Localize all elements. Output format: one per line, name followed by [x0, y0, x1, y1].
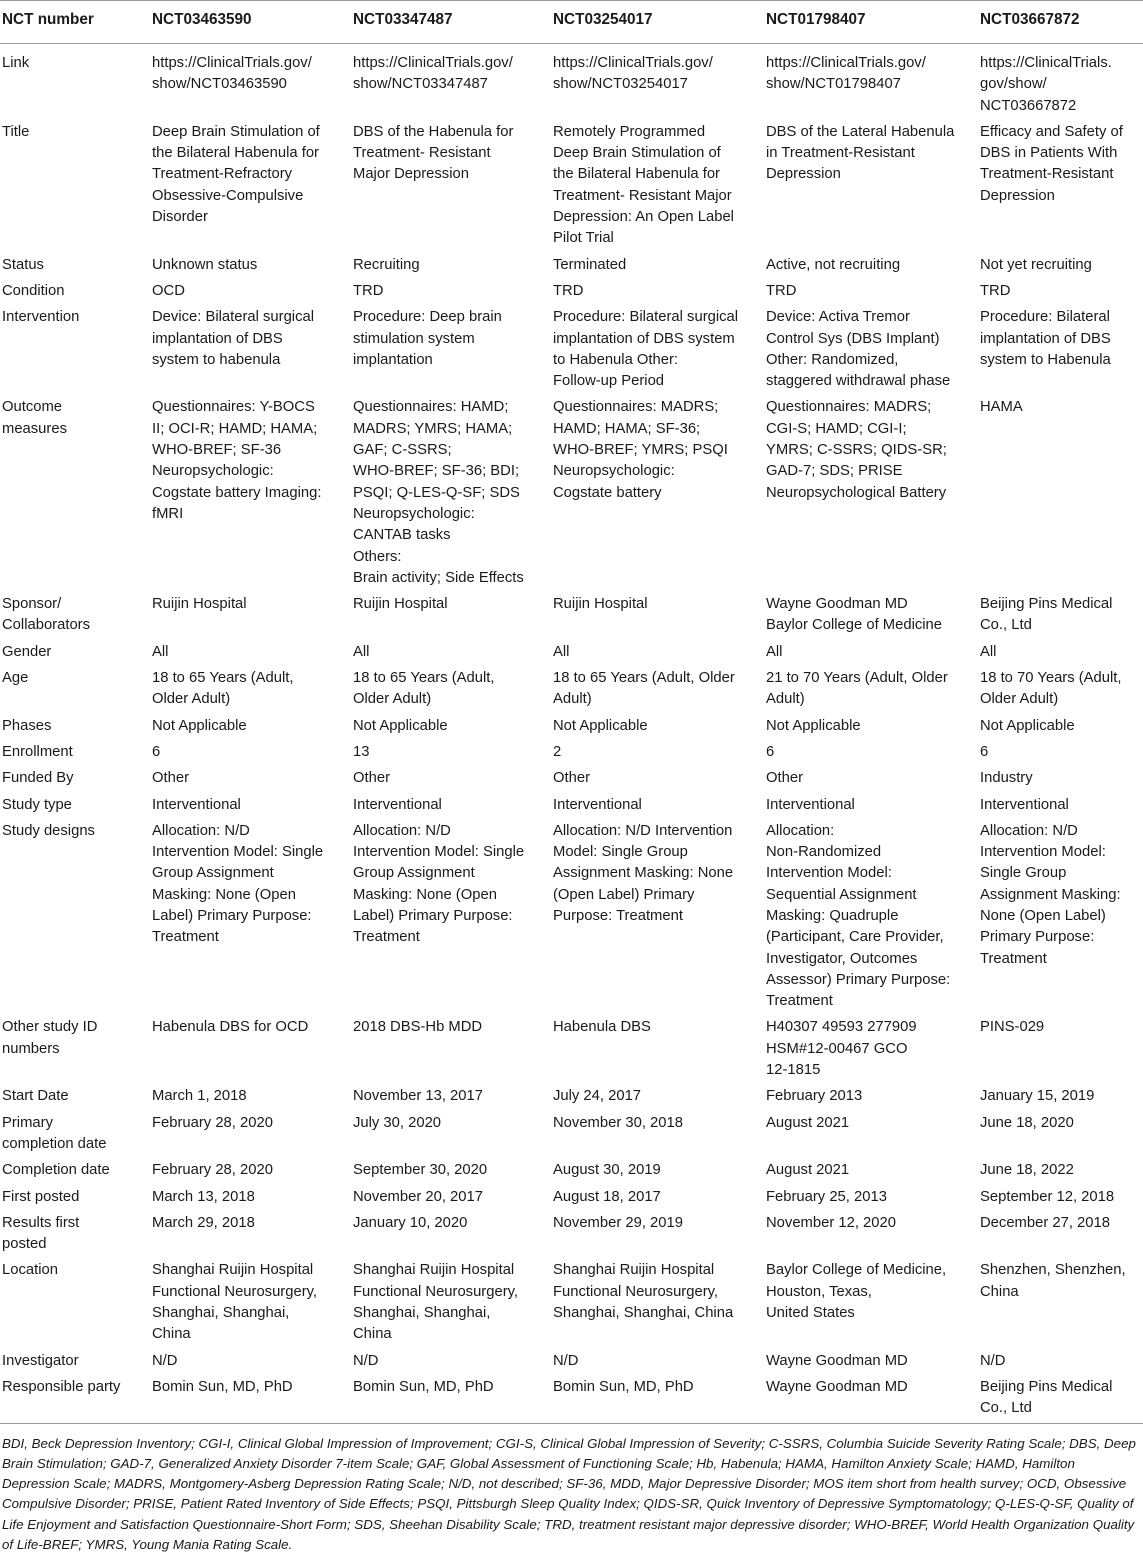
table-cell: N/D — [353, 1352, 379, 1369]
row-label: Study type — [2, 796, 72, 813]
table-cell: DBS of the Habenula for Treatment- Resistant Major Depression — [353, 123, 514, 183]
table-cell: Beijing Pins Medical Co., Ltd — [980, 596, 1113, 634]
table-cell: June 18, 2022 — [980, 1162, 1074, 1179]
row-label: Intervention — [2, 309, 80, 326]
table-cell: PINS-029 — [980, 1019, 1045, 1036]
table-row — [0, 592, 1143, 640]
table-cell: Industry — [980, 770, 1033, 787]
table-cell: December 27, 2018 — [980, 1214, 1110, 1231]
table-cell: Not yet recruiting — [980, 256, 1092, 273]
table-cell: November 13, 2017 — [353, 1088, 483, 1105]
table-cell: November 12, 2020 — [766, 1214, 896, 1231]
table-cell: 6 — [766, 743, 775, 760]
table-cell: Questionnaires: HAMD; MADRS; YMRS; HAMA; GAF; C-SSRS; WHO-BREF; SF-36; BDI; PSQI; Q-LES-Q-SF; SDS Neuropsychologic: CANTAB tasks Others: Brain activity; Side Effects — [353, 399, 524, 586]
column-header: NCT03667872 — [978, 1, 1143, 44]
table-cell: Ruijin Hospital — [553, 596, 648, 613]
table-cell: Terminated — [553, 256, 627, 273]
table-cell: July 24, 2017 — [553, 1088, 642, 1105]
table-row — [0, 1258, 1143, 1348]
row-label: Age — [2, 670, 29, 687]
table-cell: Active, not recruiting — [766, 256, 901, 273]
table-cell: Not Applicable — [980, 717, 1075, 734]
table-row — [0, 119, 1143, 252]
table-cell: 2 — [553, 743, 562, 760]
table-cell: TRD — [980, 282, 1011, 299]
table-cell: Habenula DBS — [553, 1019, 651, 1036]
row-label: Status — [2, 256, 44, 273]
row-label: Primary completion date — [2, 1114, 107, 1152]
table-cell: January 10, 2020 — [353, 1214, 468, 1231]
table-cell: 2018 DBS-Hb MDD — [353, 1019, 483, 1036]
table-cell: DBS of the Lateral Habenula in Treatment-Resistant Depression — [766, 123, 955, 183]
row-label: Sponsor/ Collaborators — [2, 596, 91, 634]
table-cell: Bomin Sun, MD, PhD — [551, 1374, 764, 1423]
table-cell: 18 to 65 Years (Adult, Older Adult) — [353, 670, 495, 708]
table-cell: All — [980, 643, 997, 660]
table-row — [0, 1184, 1143, 1210]
column-header: NCT number — [0, 1, 150, 44]
table-cell: March 13, 2018 — [152, 1188, 255, 1205]
table-row — [0, 395, 1143, 592]
row-label: Other study ID numbers — [2, 1019, 98, 1057]
row-label: Title — [2, 123, 30, 140]
table-cell: Deep Brain Stimulation of the Bilateral Habenula for Treatment-Refractory Obsessive-Compulsive Disorder — [152, 123, 320, 226]
row-label: Investigator — [2, 1352, 79, 1369]
table-row — [0, 639, 1143, 665]
table-cell: Questionnaires: MADRS; CGI-S; HAMD; CGI-I; YMRS; C-SSRS; QIDS-SR; GAD-7; SDS; PRISE Neuropsychological Battery — [766, 399, 947, 501]
table-cell: Habenula DBS for OCD — [152, 1019, 309, 1036]
table-cell: Shenzhen, Shenzhen, China — [980, 1262, 1126, 1300]
column-header: NCT01798407 — [764, 1, 978, 44]
table-row — [0, 766, 1143, 792]
table-cell: Allocation: N/D Intervention Model: Single Group Assignment Masking: None (Open Label) Primary Purpose: Treatment — [152, 822, 324, 946]
row-label: Completion date — [2, 1162, 110, 1179]
table-cell: Bomin Sun, MD, PhD — [351, 1374, 551, 1423]
table-cell: August 2021 — [766, 1114, 850, 1131]
table-cell: 13 — [353, 743, 370, 760]
table-cell: November 20, 2017 — [353, 1188, 483, 1205]
table-cell: Interventional — [766, 796, 855, 813]
table-row — [0, 44, 1143, 120]
table-cell: Efficacy and Safety of DBS in Patients With Treatment-Resistant Depression — [980, 123, 1123, 204]
row-label: Location — [2, 1262, 58, 1279]
row-label: Phases — [2, 717, 52, 734]
table-cell: Ruijin Hospital — [152, 596, 247, 613]
table-cell: Procedure: Bilateral surgical implantation of DBS system to Habenula Other: Follow-up Period — [553, 309, 739, 390]
table-row — [0, 1374, 1143, 1423]
table-row — [0, 1158, 1143, 1184]
table-cell: Wayne Goodman MD — [766, 1352, 908, 1369]
table-cell: Device: Bilateral surgical implantation of DBS system to habenula — [152, 309, 315, 368]
table-cell: Not Applicable — [553, 717, 648, 734]
table-row — [0, 1348, 1143, 1374]
table-cell: Procedure: Bilateral implantation of DBS system to Habenula — [980, 309, 1111, 368]
table-cell: Recruiting — [353, 256, 420, 273]
table-row — [0, 278, 1143, 304]
table-cell: March 1, 2018 — [152, 1088, 247, 1105]
table-cell: February 28, 2020 — [152, 1162, 273, 1179]
table-cell: July 30, 2020 — [353, 1114, 442, 1131]
table-cell: All — [353, 643, 370, 660]
table-cell: June 18, 2020 — [980, 1114, 1074, 1131]
table-cell: Interventional — [152, 796, 241, 813]
table-cell: September 30, 2020 — [353, 1162, 488, 1179]
table-cell: February 28, 2020 — [152, 1114, 273, 1131]
table-cell: Shanghai Ruijin Hospital Functional Neurosurgery, Shanghai, Shanghai, China — [152, 1262, 318, 1343]
table-cell: Shanghai Ruijin Hospital Functional Neurosurgery, Shanghai, Shanghai, China — [353, 1262, 519, 1343]
table-cell: Interventional — [353, 796, 442, 813]
row-label: Link — [2, 55, 30, 71]
table-cell: February 2013 — [766, 1088, 863, 1105]
row-label: Start Date — [2, 1088, 69, 1105]
table-cell: August 18, 2017 — [553, 1188, 661, 1205]
table-cell: Questionnaires: MADRS; HAMD; HAMA; SF-36; WHO-BREF; YMRS; PSQI Neuropsychologic: Cogstate battery — [553, 399, 728, 501]
table-row — [0, 1015, 1143, 1084]
table-cell: Allocation: N/D Intervention Model: Single Group Assignment Masking: None (Open Label) Primary Purpose: Treatment — [980, 822, 1121, 967]
row-label: Outcome measures — [2, 399, 67, 437]
table-cell: August 2021 — [766, 1162, 850, 1179]
table-cell: HAMA — [980, 399, 1023, 416]
table-cell: Wayne Goodman MD — [764, 1374, 978, 1423]
table-cell: Allocation: N/D Intervention Model: Single Group Assignment Masking: None (Open Label) Primary Purpose: Treatment — [553, 822, 734, 924]
row-label: Study designs — [2, 822, 95, 839]
table-cell: Wayne Goodman MD Baylor College of Medicine — [766, 596, 943, 634]
table-cell: All — [766, 643, 783, 660]
table-row — [0, 666, 1143, 714]
table-row — [0, 1084, 1143, 1110]
row-label: First posted — [2, 1188, 80, 1205]
row-label: Funded By — [2, 770, 74, 787]
table-cell: August 30, 2019 — [553, 1162, 661, 1179]
table-cell: Allocation: N/D Intervention Model: Single Group Assignment Masking: None (Open Label) Primary Purpose: Treatment — [353, 822, 525, 946]
table-cell: February 25, 2013 — [766, 1188, 887, 1205]
table-cell: Other — [553, 770, 591, 787]
table-row — [0, 792, 1143, 818]
table-footnote: BDI, Beck Depression Inventory; CGI-I, Clinical Global Impression of Improvement; CGI-S, Clinical Global Impression of Severity; C-SSRS, Columbia Suicide Severity Rating Scale; DBS, Deep Brain Stimulation; GAD-7, Generalized Anxiety Disorder 7-item Scale; GAF, Global Assessment of Functioning Scale; Hb, Habenula; HAMA, Hamilton Anxiety Scale; HAMD, Hamilton Depression Scale; MADRS, Montgomery-Asberg Depression Rating Scale; N/D, not described; SF-36, MDD, Major Depressive Disorder; MOS item short from health survey; OCD, Obsessive Compulsive Disorder; PRISE, Patient Rated Inventory of Side Effects; PSQI, Pittsburgh Sleep Quality Index; QIDS-SR, Quick Inventory of Depressive Symptomatology; Q-LES-Q-SF, Quality of Life Enjoyment and Satisfaction Questionnaire-Short Form; SDS, Sheehan Disability Scale; TRD, treatment resistant major depressive disorder; WHO-BREF, World Health Organization Quality of Life-BREF; YMRS, Young Mania Rating Scale. — [2, 1435, 1136, 1552]
table-cell: 18 to 70 Years (Adult, Older Adult) — [980, 670, 1122, 708]
table-row — [0, 1210, 1143, 1258]
table-cell: Ruijin Hospital — [353, 596, 448, 613]
table-cell: 18 to 65 Years (Adult, Older Adult) — [152, 670, 294, 708]
row-label: Responsible party — [0, 1374, 150, 1423]
table-row — [0, 305, 1143, 395]
table-cell: N/D — [553, 1352, 579, 1369]
table-cell: November 30, 2018 — [553, 1114, 683, 1131]
table-cell: H40307 49593 277909 HSM#12-00467 GCO 12-1815 — [766, 1019, 917, 1079]
table-cell: Not Applicable — [152, 717, 247, 734]
table-cell: OCD — [152, 282, 185, 299]
table-cell: 21 to 70 Years (Adult, Older Adult) — [766, 670, 948, 708]
table-cell: TRD — [553, 282, 584, 299]
table-cell: Other — [766, 770, 804, 787]
row-label: Condition — [2, 282, 65, 299]
header-row — [0, 1, 1143, 44]
table-cell: https://ClinicalTrials.gov/ show/NCT03463590 — [152, 55, 312, 93]
table-cell: Beijing Pins Medical Co., Ltd — [978, 1374, 1143, 1423]
table-cell: Allocation: Non-Randomized Intervention Model: Sequential Assignment Masking: Quadruple (Participant, Care Provider, Investigator, Outcomes Assessor) Primary Purpose: Treatment — [766, 822, 951, 1010]
table-body — [0, 44, 1143, 1424]
column-header: NCT03347487 — [351, 1, 551, 44]
table-cell: Other — [353, 770, 391, 787]
table-cell: N/D — [152, 1352, 178, 1369]
table-cell: 6 — [980, 743, 989, 760]
table-cell: Bomin Sun, MD, PhD — [150, 1374, 351, 1423]
table-cell: Shanghai Ruijin Hospital Functional Neurosurgery, Shanghai, Shanghai, China — [553, 1262, 734, 1322]
table-cell: Interventional — [980, 796, 1069, 813]
table-cell: March 29, 2018 — [152, 1214, 255, 1231]
table-cell: Interventional — [553, 796, 642, 813]
table-row — [0, 1110, 1143, 1158]
column-header: NCT03463590 — [150, 1, 351, 44]
table-cell: All — [553, 643, 570, 660]
row-label: Gender — [2, 643, 52, 660]
table-cell: Remotely Programmed Deep Brain Stimulation of the Bilateral Habenula for Treatment- Resistant Major Depression: An Open Label Pilot Trial — [553, 123, 734, 247]
table-cell: All — [152, 643, 169, 660]
table-cell: Baylor College of Medicine, Houston, Texas, United States — [766, 1262, 947, 1322]
table-cell: Questionnaires: Y-BOCS II; OCI-R; HAMD; HAMA; WHO-BREF; SF-36 Neuropsychologic: Cogstate battery Imaging: fMRI — [152, 399, 322, 522]
table-row — [0, 713, 1143, 739]
table-cell: 6 — [152, 743, 161, 760]
table-cell: https://ClinicalTrials. gov/show/ NCT03667872 — [980, 55, 1112, 114]
table-header — [0, 1, 1143, 44]
table-cell: Unknown status — [152, 256, 258, 273]
table-cell: 18 to 65 Years (Adult, Older Adult) — [553, 670, 735, 708]
table-cell: TRD — [353, 282, 384, 299]
table-cell: TRD — [766, 282, 797, 299]
table-cell: January 15, 2019 — [980, 1088, 1095, 1105]
column-header: NCT03254017 — [551, 1, 764, 44]
row-label: Enrollment — [2, 743, 73, 760]
table-cell: Not Applicable — [353, 717, 448, 734]
table-cell: https://ClinicalTrials.gov/ show/NCT03254017 — [553, 55, 713, 93]
table-cell: Other — [152, 770, 190, 787]
table-cell: N/D — [980, 1352, 1006, 1369]
table-cell: https://ClinicalTrials.gov/ show/NCT01798407 — [766, 55, 926, 93]
table-cell: Device: Activa Tremor Control Sys (DBS Implant) Other: Randomized, staggered withdrawal phase — [766, 309, 951, 390]
table-row — [0, 818, 1143, 1015]
table-cell: November 29, 2019 — [553, 1214, 683, 1231]
table-row — [0, 739, 1143, 765]
table-row — [0, 252, 1143, 278]
row-label: Results first posted — [2, 1214, 80, 1253]
table-cell: Not Applicable — [766, 717, 861, 734]
table-cell: https://ClinicalTrials.gov/ show/NCT03347487 — [353, 55, 513, 93]
table-cell: Procedure: Deep brain stimulation system implantation — [353, 309, 502, 368]
table-cell: September 12, 2018 — [980, 1188, 1115, 1205]
